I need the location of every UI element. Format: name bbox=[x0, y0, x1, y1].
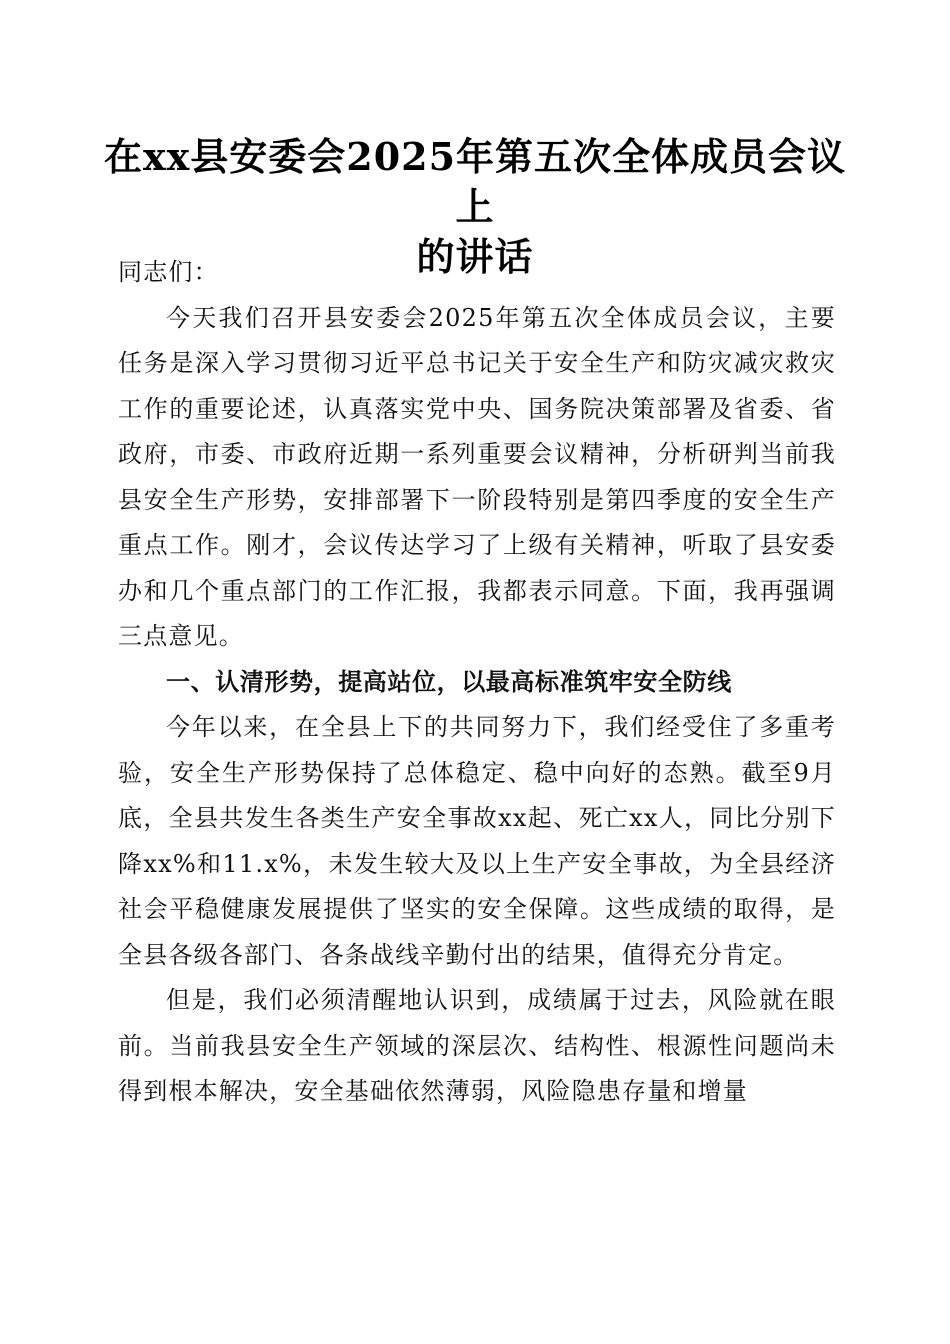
title-line-2: 的讲话 bbox=[416, 234, 534, 279]
title-line-1: 在xx县安委会2025年第五次全体成员会议上 bbox=[103, 134, 847, 229]
salutation: 同志们： bbox=[118, 258, 219, 286]
paragraph-achievements: 今年以来，在全县上下的共同努力下，我们经受住了多重考验，安全生产形势保持了总体稳定、稳中向好的态熟。截至9月底，全县共发生各类生产安全事故xx起、死亡xx人，同比分别下降xx%和11.x%，未发生较大及以上生产安全事故，为全县经济社会平稳健康发展提供了坚实的安全保障。这些成绩的取得，是全县各级各部门、各条战线辛勤付出的结果，值得充分肯定。 bbox=[118, 713, 836, 969]
section-heading-1: 一、认清形势，提高站位，以最高标准筑牢安全防线 bbox=[166, 667, 732, 696]
document-body bbox=[118, 250, 836, 1115]
paragraph-risks: 但是，我们必须清醒地认识到，成绩属于过去，风险就在眼前。当前我县安全生产领域的深层次、结构性、根源性问题尚未得到根本解决，安全基础依然薄弱，风险隐患存量和增量 bbox=[118, 986, 836, 1105]
paragraph-intro: 今天我们召开县安委会2025年第五次全体成员会议，主要任务是深入学习贯彻习近平总书记关于安全生产和防灾减灾救灾工作的重要论述，认真落实党中央、国务院决策部署及省委、省政府，市委、市政府近期一系列重要会议精神，分析研判当前我县安全生产形势，安排部署下一阶段特别是第四季度的安全生产重点工作。刚才，会议传达学习了上级有关精神，听取了县安委办和几个重点部门的工作汇报，我都表示同意。下面，我再强调三点意见。 bbox=[118, 303, 836, 650]
